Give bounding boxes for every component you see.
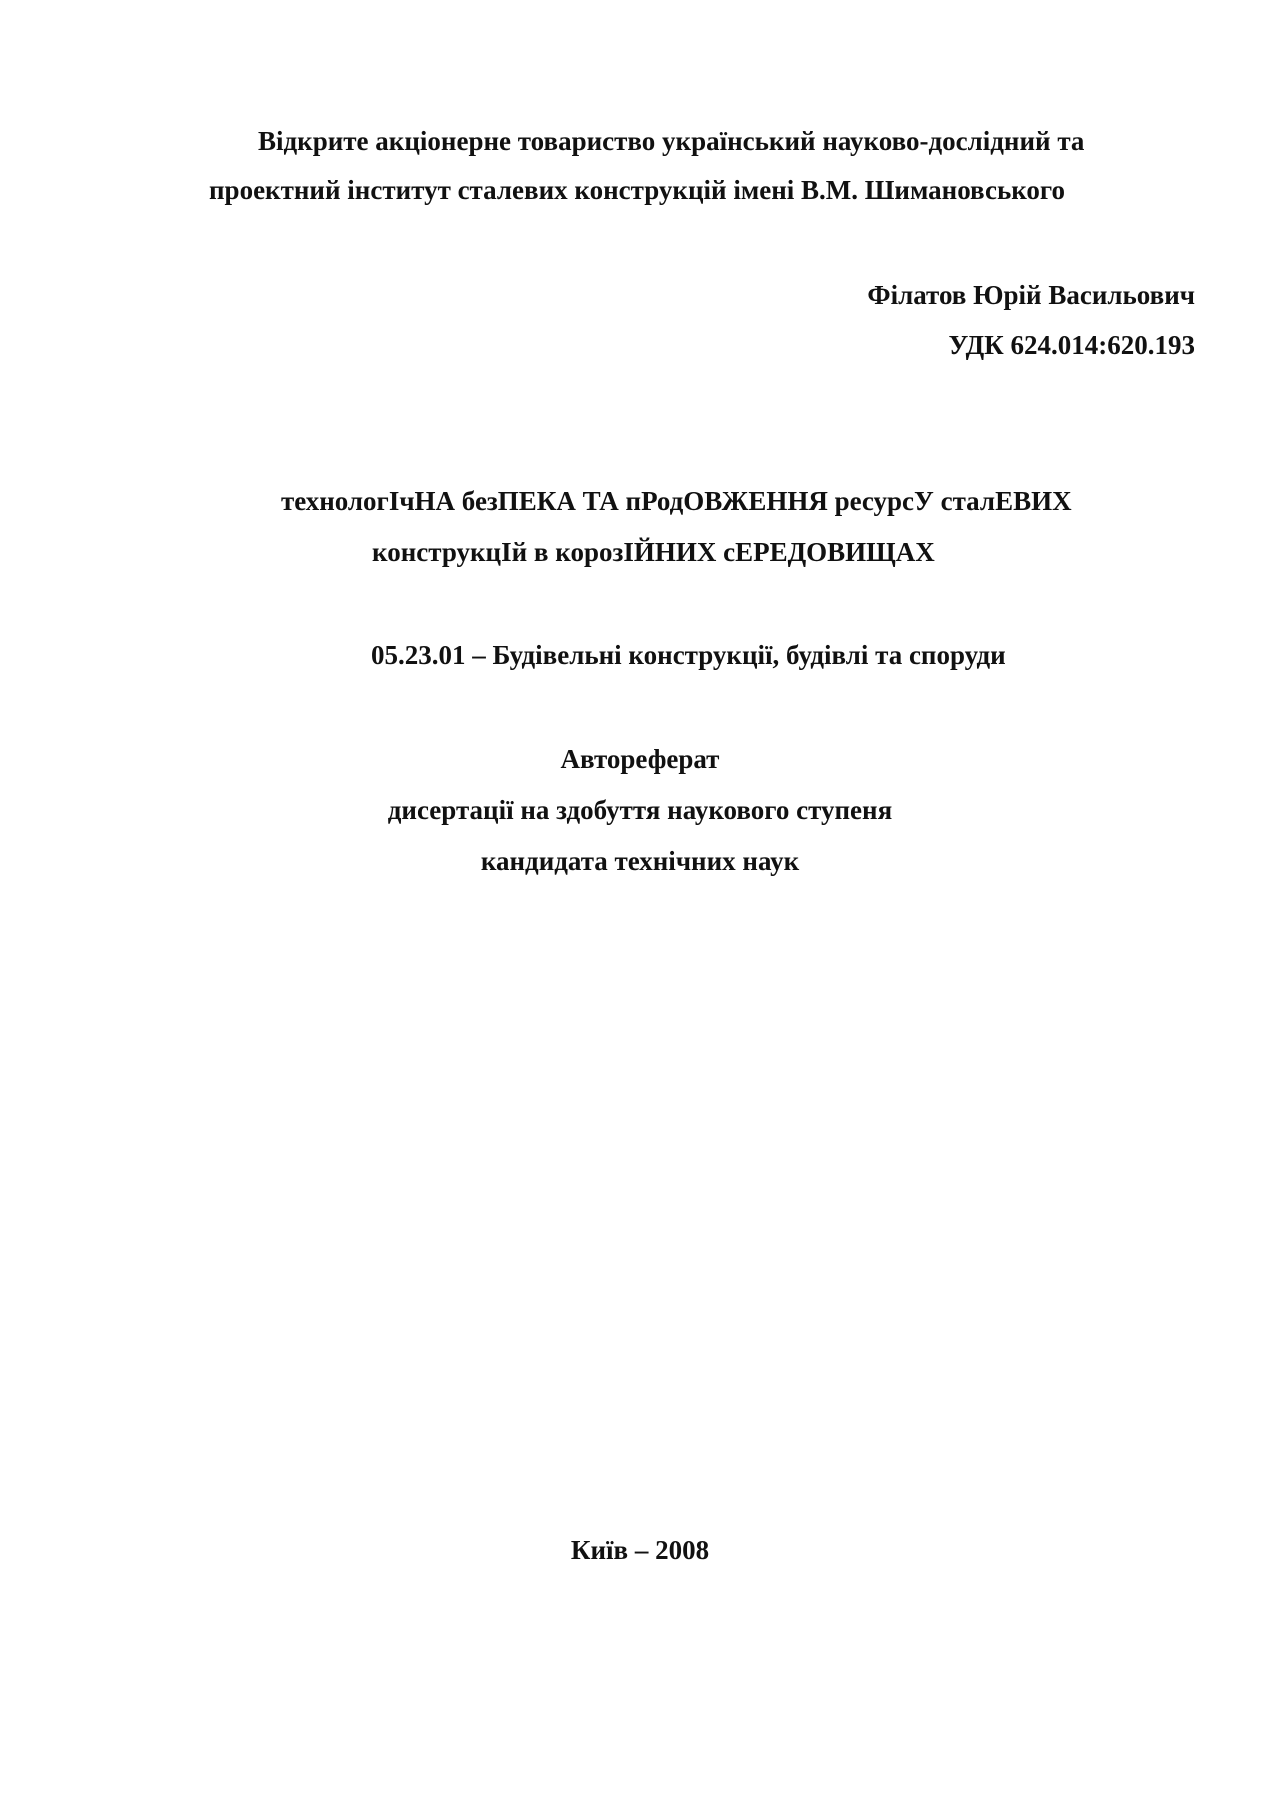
institution-line-2: проектний інститут сталевих конструкцій імені В.М. Шимановського [209,175,1066,205]
abstract-purpose-line-2: кандидата технічних наук [480,846,800,876]
place-and-year: Київ – 2008 [570,1535,710,1565]
dissertation-title-line-2: конструкцІй в корозІЙНИХ сЕРЕДОВИЩАХ [372,537,935,567]
dissertation-title-line-1: технологІчНА безПЕКА ТА пРодОВЖЕННЯ ресурсУ сталЕВИХ [281,486,1072,516]
author-name: Філатов Юрій Васильович [867,280,1195,310]
udc-code: УДК 624.014:620.193 [948,330,1195,360]
specialty-code: 05.23.01 – Будівельні конструкції, будівлі та споруди [371,640,1006,670]
abstract-heading: Автореферат [560,744,720,774]
abstract-purpose-line-1: дисертації на здобуття наукового ступеня [387,795,893,825]
institution-line-1: Відкрите акціонерне товариство український науково-дослідний та [258,126,1085,156]
